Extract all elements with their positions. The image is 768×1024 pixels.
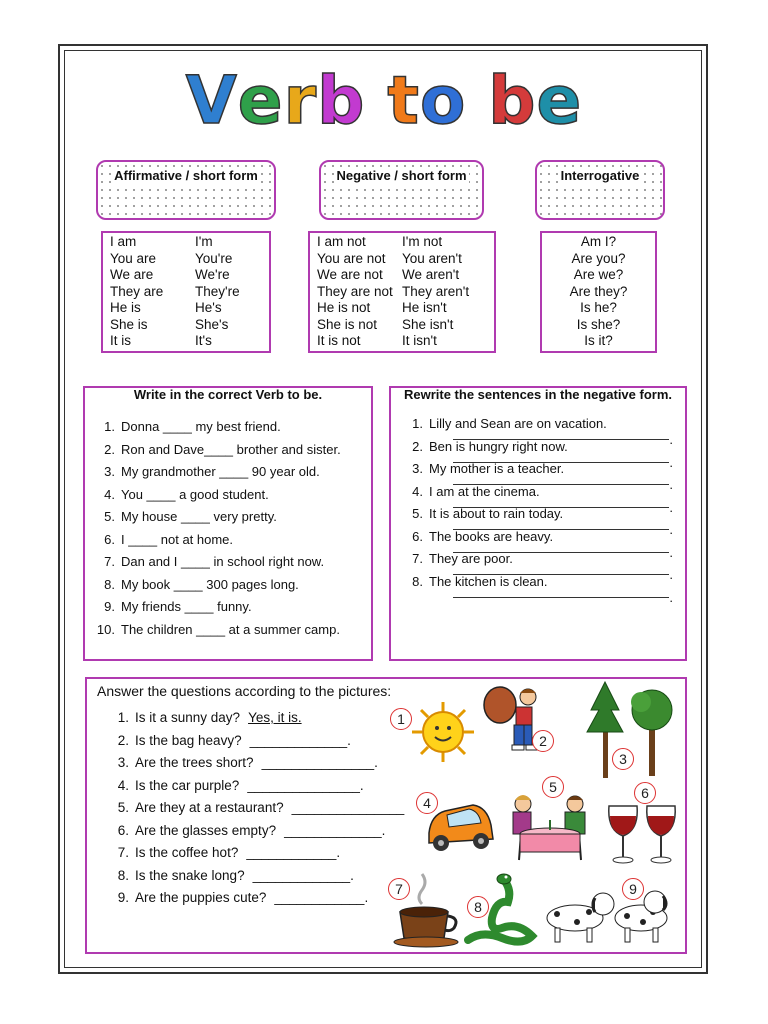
affirmative-row	[103, 317, 269, 334]
interrogative-row: Are you?	[571, 250, 626, 266]
list-item	[95, 529, 365, 552]
short-form: It isn't	[402, 333, 437, 348]
item-text: Ron and Dave____ brother and sister.	[121, 441, 341, 457]
interrogative-row: Am I?	[580, 234, 617, 249]
short-form: They're	[195, 283, 240, 299]
picture-number-badge: 9	[622, 878, 644, 900]
item-number: 7.	[104, 554, 115, 569]
item-text: My mother is a teacher.	[429, 461, 565, 476]
period: .	[669, 522, 673, 537]
list-item	[95, 439, 365, 462]
restaurant-picture	[505, 790, 595, 866]
affirmative-row	[103, 251, 269, 268]
list-item	[95, 619, 365, 642]
list-item	[95, 596, 365, 619]
interrogative-table	[540, 231, 657, 353]
interrogative-row: Is he?	[580, 300, 617, 315]
interrogative-row: Is she?	[576, 316, 621, 332]
item-number: 8.	[117, 867, 129, 883]
item-number: 10.	[96, 621, 115, 637]
short-form: She's	[195, 316, 229, 332]
negative-header-box	[319, 160, 484, 220]
negative-row	[310, 251, 494, 268]
interrogative-header: Interrogative	[560, 168, 640, 183]
full-form: It is not	[317, 333, 361, 348]
affirmative-row	[103, 267, 269, 284]
exercise1-title: Write in the correct Verb to be.	[133, 387, 323, 402]
short-form: She isn't	[402, 316, 454, 332]
title-letter: b	[317, 62, 366, 139]
affirmative-row	[103, 333, 269, 350]
picture-number-badge: 1	[390, 708, 412, 730]
affirmative-header: Affirmative / short form	[114, 168, 258, 183]
item-text: I ____ not at home.	[121, 531, 234, 547]
picture-number-badge: 4	[416, 792, 438, 814]
item-number: 2.	[104, 441, 115, 457]
short-form: He's	[195, 300, 222, 315]
title-letter: e	[536, 62, 583, 139]
item-number: 4.	[104, 486, 115, 502]
full-form: You are not	[317, 250, 386, 266]
question-text: Are the trees short?	[135, 755, 254, 770]
item-text: Dan and I ____ in school right now.	[121, 554, 325, 569]
item-text: My house ____ very pretty.	[121, 509, 277, 524]
item-number: 6.	[412, 528, 423, 544]
item-number: 1.	[104, 419, 115, 434]
title-letter: t	[387, 62, 420, 139]
negative-row	[310, 300, 494, 317]
period: .	[669, 432, 673, 447]
short-form: They aren't	[402, 283, 470, 299]
short-form: It's	[195, 333, 212, 348]
question-text: Is it a sunny day?	[135, 710, 241, 725]
picture-number-badge: 8	[467, 896, 489, 918]
period: .	[669, 499, 673, 515]
item-number: 5.	[117, 800, 129, 815]
item-text: Ben is hungry right now.	[429, 438, 568, 454]
full-form: She is	[110, 316, 148, 332]
page-title	[0, 62, 768, 139]
exercise2-title: Rewrite the sentences in the negative form.	[403, 387, 673, 402]
period: .	[669, 477, 673, 492]
negative-table	[308, 231, 496, 353]
item-number: 5.	[412, 506, 423, 521]
item-number: 7.	[412, 551, 423, 566]
full-form: He is not	[317, 300, 371, 315]
exercise-verb-to-be	[83, 386, 373, 661]
question-text: Is the car purple?	[135, 777, 240, 793]
item-number: 7.	[117, 845, 129, 860]
negative-row	[310, 284, 494, 301]
item-number: 3.	[104, 464, 115, 479]
item-number: 5.	[104, 509, 115, 524]
item-number: 3.	[412, 461, 423, 476]
picture-number-badge: 2	[532, 730, 554, 752]
picture-number-badge: 6	[634, 782, 656, 804]
answer-field[interactable]: _____________.	[252, 867, 354, 883]
full-form: We are not	[317, 267, 383, 282]
list-item	[403, 573, 679, 605]
question-text: Is the coffee hot?	[135, 845, 239, 860]
picture-number-badge: 7	[388, 878, 410, 900]
item-text: The books are heavy.	[429, 528, 554, 544]
short-form: I'm not	[402, 234, 443, 249]
list-item	[95, 574, 365, 597]
title-letter: e	[237, 62, 284, 139]
negative-header: Negative / short form	[336, 168, 467, 183]
item-number: 6.	[104, 531, 115, 547]
short-form: You're	[195, 250, 233, 266]
question-text: Is the snake long?	[135, 867, 245, 883]
item-number: 2.	[117, 732, 129, 748]
answer-field[interactable]: _______________.	[261, 755, 378, 770]
question-text: Are the puppies cute?	[135, 890, 267, 905]
affirmative-table	[101, 231, 271, 353]
answer-line[interactable]	[453, 597, 669, 598]
period: .	[669, 544, 673, 560]
sun-picture	[410, 700, 476, 764]
list-item	[95, 484, 365, 507]
short-form: We're	[195, 267, 230, 282]
answer-field[interactable]: ____________.	[274, 890, 369, 905]
item-number: 4.	[412, 483, 423, 499]
item-text: My book ____ 300 pages long.	[121, 576, 299, 592]
picture-number-badge: 3	[612, 748, 634, 770]
affirmative-row	[103, 234, 269, 251]
interrogative-row: Is it?	[584, 333, 613, 348]
full-form: It is	[110, 333, 132, 348]
question-text: Are they at a restaurant?	[135, 800, 284, 815]
list-item	[95, 506, 365, 529]
item-number: 1.	[117, 710, 129, 725]
period: .	[669, 567, 673, 582]
item-text: The children ____ at a summer camp.	[121, 621, 340, 637]
item-number: 4.	[117, 777, 129, 793]
item-number: 8.	[104, 576, 115, 592]
item-text: You ____ a good student.	[121, 486, 269, 502]
affirmative-row	[103, 284, 269, 301]
question-text: Is the bag heavy?	[135, 732, 242, 748]
answer-field[interactable]: _____________.	[284, 822, 386, 838]
short-form: We aren't	[402, 267, 460, 282]
title-letter: b	[488, 62, 537, 139]
puppies-picture	[543, 880, 678, 946]
wine-glasses-picture	[605, 800, 680, 866]
full-form: I am not	[317, 234, 366, 249]
short-form: He isn't	[402, 300, 447, 315]
item-text: I am at the cinema.	[429, 483, 540, 499]
list-item	[95, 551, 365, 574]
period: .	[669, 589, 673, 605]
list-item	[95, 461, 365, 484]
title-letter: V	[185, 62, 238, 139]
item-number: 9.	[104, 599, 115, 614]
item-text: My friends ____ funny.	[121, 599, 252, 614]
item-number: 6.	[117, 822, 129, 838]
interrogative-row: Are we?	[573, 267, 624, 282]
answer-field[interactable]: ____________.	[246, 845, 341, 860]
item-number: 9.	[117, 890, 129, 905]
affirmative-header-box	[96, 160, 276, 220]
item-number: 3.	[117, 755, 129, 770]
answer-field[interactable]: _______________.	[247, 777, 364, 793]
picture-number-badge: 5	[542, 776, 564, 798]
negative-row	[310, 234, 494, 251]
answer-field[interactable]: Yes, it is.	[248, 710, 302, 725]
item-text: The kitchen is clean.	[429, 573, 548, 589]
full-form: They are not	[317, 283, 393, 299]
negative-row	[310, 267, 494, 284]
exercise-negative-form	[389, 386, 687, 661]
item-number: 2.	[412, 438, 423, 454]
full-form: He is	[110, 300, 141, 315]
negative-row	[310, 333, 494, 350]
title-letter: o	[419, 62, 467, 139]
item-text: Donna ____ my best friend.	[121, 419, 281, 434]
interrogative-header-box	[535, 160, 665, 220]
full-form: We are	[110, 267, 154, 282]
short-form: You aren't	[402, 250, 462, 266]
exercise3-title: Answer the questions according to the pictures:	[97, 683, 392, 699]
answer-field[interactable]: _______________	[291, 800, 405, 815]
affirmative-row	[103, 300, 269, 317]
full-form: I am	[110, 234, 137, 249]
item-number: 1.	[412, 416, 423, 431]
list-item	[95, 416, 365, 439]
short-form: I'm	[195, 234, 213, 249]
interrogative-row: Are they?	[569, 283, 628, 299]
answer-field[interactable]: _____________.	[249, 732, 351, 748]
item-text: Lilly and Sean are on vacation.	[429, 416, 607, 431]
item-text: They are poor.	[429, 551, 513, 566]
item-text: It is about to rain today.	[429, 506, 564, 521]
period: .	[669, 454, 673, 470]
full-form: You are	[110, 250, 157, 266]
full-form: They are	[110, 283, 164, 299]
title-letter: r	[283, 62, 318, 139]
negative-row	[310, 317, 494, 334]
item-number: 8.	[412, 573, 423, 589]
full-form: She is not	[317, 316, 378, 332]
question-text: Are the glasses empty?	[135, 822, 277, 838]
item-text: My grandmother ____ 90 year old.	[121, 464, 320, 479]
